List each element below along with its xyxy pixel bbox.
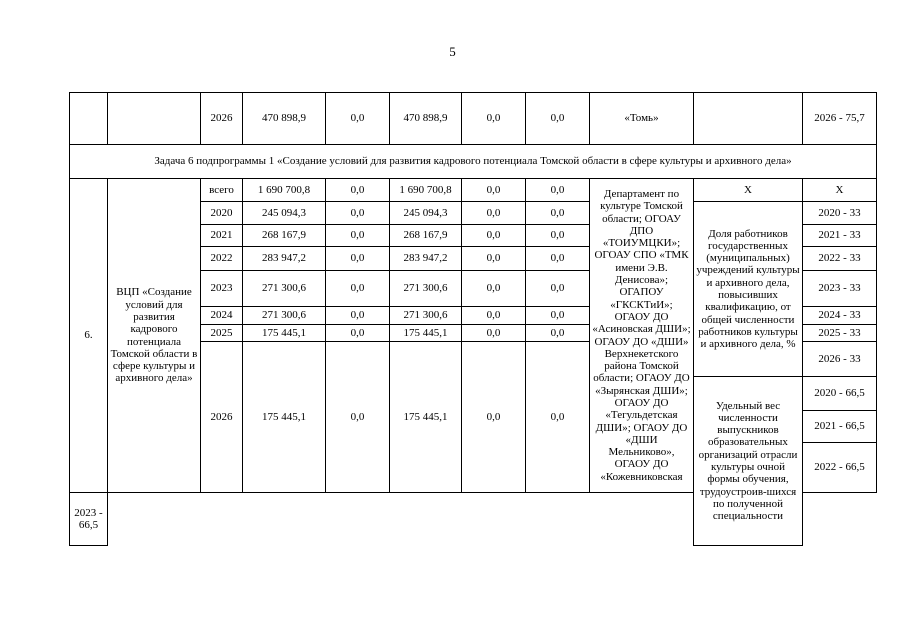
year-cell: 2020: [201, 202, 243, 225]
indicator-1-value: 2026 - 33: [803, 342, 877, 377]
federal-cell: 0,0: [326, 342, 390, 493]
federal-cell: 0,0: [326, 179, 390, 202]
other-cell: 0,0: [526, 307, 590, 325]
executor-cell: «Томь»: [590, 93, 694, 145]
other-cell: 0,0: [526, 342, 590, 493]
indicator-cell: [694, 93, 803, 145]
indicator-value-cell: 2026 - 75,7: [803, 93, 877, 145]
year-cell: 2025: [201, 325, 243, 342]
year-cell: 2024: [201, 307, 243, 325]
regional-cell: 245 094,3: [390, 202, 462, 225]
program-name: ВЦП «Создание условий для развития кадрового потенциала Томской области в сфере культуры и архивного дела»: [108, 179, 201, 493]
local-cell: 0,0: [462, 307, 526, 325]
regional-cell: 271 300,6: [390, 271, 462, 307]
total-cell: 268 167,9: [243, 225, 326, 247]
page-number: 5: [449, 44, 456, 59]
regional-cell: 283 947,2: [390, 247, 462, 271]
indicator-1-value: 2020 - 33: [803, 202, 877, 225]
regional-cell: 175 445,1: [390, 325, 462, 342]
total-cell: 271 300,6: [243, 307, 326, 325]
other-cell: 0,0: [526, 271, 590, 307]
total-cell: 245 094,3: [243, 202, 326, 225]
number-cell: [70, 93, 108, 145]
indicator-1-value: 2024 - 33: [803, 307, 877, 325]
year-cell: всего: [201, 179, 243, 202]
table-row: [70, 93, 877, 145]
indicator-1-value: 2025 - 33: [803, 325, 877, 342]
executor-cell: Департамент по культуре Томской области; ОГОАУ ДПО «ТОИУМЦКИ»; ОГОАУ СПО «ТМК имени Э.В. Денисова»; ОГАПОУ «ГКСКТиИ»; ОГАОУ ДО «Асиновская ДШИ»; ОГАОУ ДО «ДШИ» Верхнекетского района Томской области; ОГАОУ ДО «Зырянская ДШИ»; ОГАОУ ДО «Тегульдетская ДШИ»; ОГАОУ ДО «ДШИ Мельниково», ОГАОУ ДО «Кожевниковская: [590, 179, 694, 493]
total-cell: 175 445,1: [243, 325, 326, 342]
indicator-1-value: 2021 - 33: [803, 225, 877, 247]
table-row: [70, 179, 877, 202]
local-cell: 0,0: [462, 325, 526, 342]
total-cell: 1 690 700,8: [243, 179, 326, 202]
name-cell: [108, 93, 201, 145]
local-cell: 0,0: [462, 271, 526, 307]
local-cell: 0,0: [462, 202, 526, 225]
other-cell: 0,0: [526, 325, 590, 342]
indicator-2-value: 2021 - 66,5: [803, 411, 877, 443]
program-table: [69, 92, 877, 546]
item-number: 6.: [70, 179, 108, 493]
task-row: [70, 145, 877, 179]
federal-cell: 0,0: [326, 93, 390, 145]
local-cell: 0,0: [462, 225, 526, 247]
other-cell: 0,0: [526, 202, 590, 225]
year-cell: 2022: [201, 247, 243, 271]
regional-cell: 271 300,6: [390, 307, 462, 325]
federal-cell: 0,0: [326, 271, 390, 307]
indicator-1-value: 2022 - 33: [803, 247, 877, 271]
task-title: Задача 6 подпрограммы 1 «Создание условий для развития кадрового потенциала Томской области в сфере культуры и архивного дела»: [70, 145, 877, 179]
federal-cell: 0,0: [326, 225, 390, 247]
other-cell: 0,0: [526, 225, 590, 247]
total-cell: 175 445,1: [243, 342, 326, 493]
total-cell: 271 300,6: [243, 271, 326, 307]
year-cell: 2021: [201, 225, 243, 247]
year-cell: 2026: [201, 93, 243, 145]
other-cell: 0,0: [526, 247, 590, 271]
other-cell: 0,0: [526, 179, 590, 202]
other-cell: 0,0: [526, 93, 590, 145]
indicator-1: Доля работников государственных (муниципальных) учреждений культуры и архивного дела, повысивших квалификацию, от общей численности работников культуры и архивного дела, %: [694, 202, 803, 377]
year-cell: 2026: [201, 342, 243, 493]
indicator-1-value: 2023 - 33: [803, 271, 877, 307]
indicator-2: Удельный вес численности выпускников образовательных организаций отрасли культуры очной формы обучения, трудоустроив-шихся по полученной специальности: [694, 377, 803, 546]
regional-cell: 470 898,9: [390, 93, 462, 145]
year-cell: 2023: [201, 271, 243, 307]
indicator-header: X: [694, 179, 803, 202]
regional-cell: 175 445,1: [390, 342, 462, 493]
federal-cell: 0,0: [326, 202, 390, 225]
indicator-2-value: 2023 - 66,5: [70, 493, 108, 546]
indicator-2-value: 2020 - 66,5: [803, 377, 877, 411]
regional-cell: 1 690 700,8: [390, 179, 462, 202]
federal-cell: 0,0: [326, 325, 390, 342]
regional-cell: 268 167,9: [390, 225, 462, 247]
total-cell: 283 947,2: [243, 247, 326, 271]
local-cell: 0,0: [462, 179, 526, 202]
total-cell: 470 898,9: [243, 93, 326, 145]
local-cell: 0,0: [462, 93, 526, 145]
federal-cell: 0,0: [326, 247, 390, 271]
indicator-2-value: 2022 - 66,5: [803, 443, 877, 493]
local-cell: 0,0: [462, 342, 526, 493]
federal-cell: 0,0: [326, 307, 390, 325]
indicator-value-header: X: [803, 179, 877, 202]
local-cell: 0,0: [462, 247, 526, 271]
